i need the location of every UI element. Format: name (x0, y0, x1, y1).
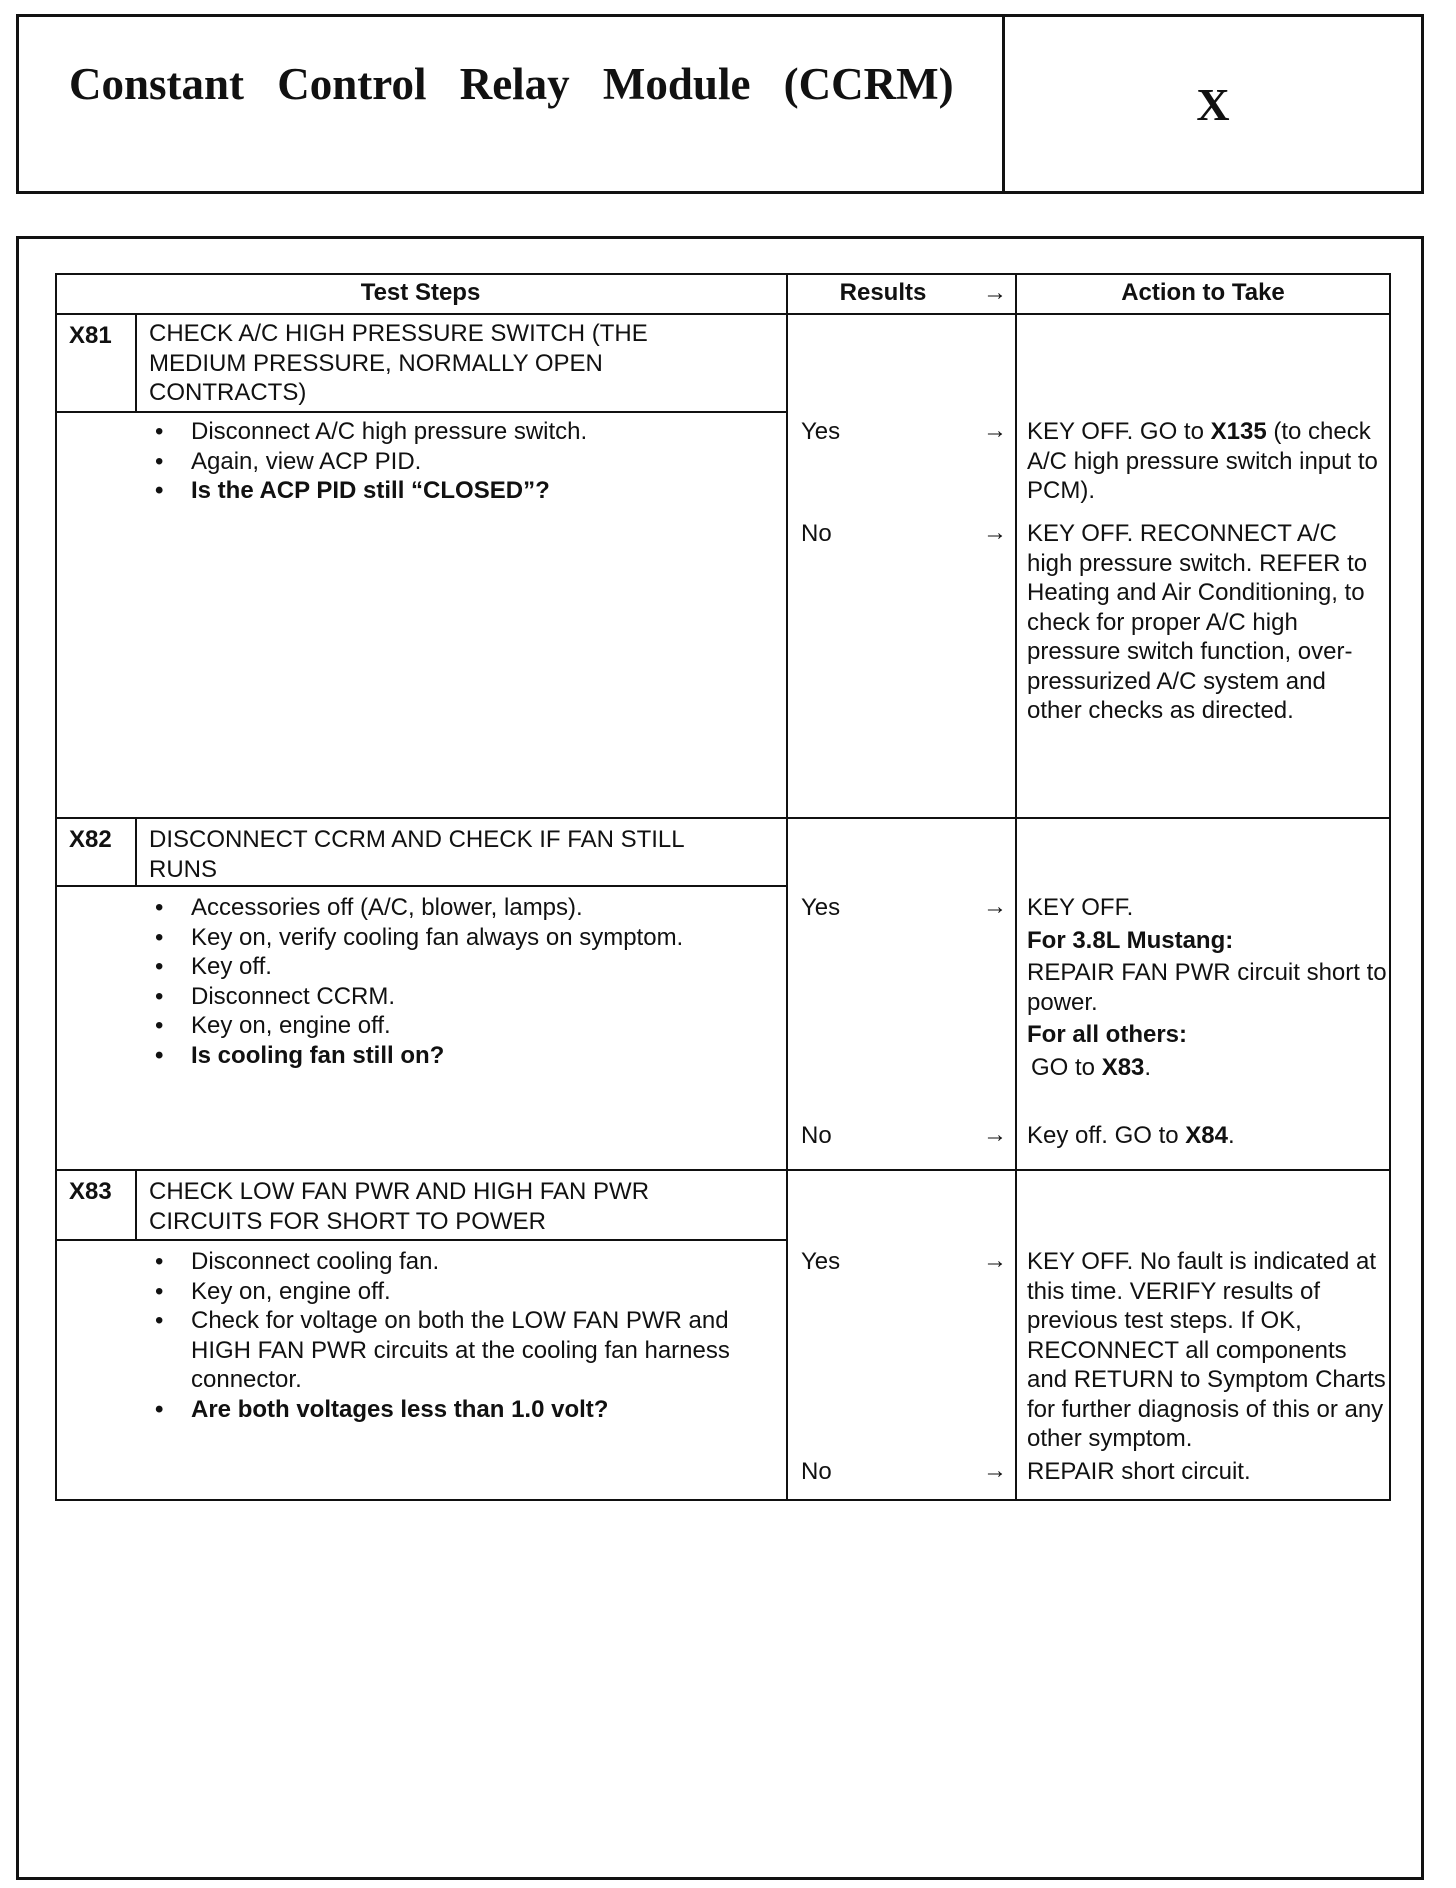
bullet-item: • Again, view ACP PID. (149, 447, 769, 477)
step-body-x81 (149, 417, 769, 506)
column-divider-results (786, 273, 788, 1501)
header-arrow-icon: → (983, 279, 1007, 306)
arrow-icon: → (983, 417, 1007, 444)
bullet-item: • Disconnect CCRM. (149, 982, 769, 1012)
content-box (16, 236, 1424, 1880)
action-text: KEY OFF. GO to X135 (to check A/C high pressure switch input to PCM). (1027, 418, 1378, 504)
table-border-bottom (55, 1499, 1391, 1501)
header-row-divider (55, 313, 1391, 315)
step-question: • Is the ACP PID still “CLOSED”? (149, 476, 769, 506)
arrow-icon: → (983, 519, 1007, 546)
x83-id-divider (135, 1169, 137, 1241)
header-action: Action to Take (1121, 279, 1285, 306)
bullet-item: • Disconnect cooling fan. (149, 1247, 749, 1277)
section-letter: X (1196, 78, 1230, 130)
x82-title-divider (55, 885, 788, 887)
step-title-x82: DISCONNECT CCRM AND CHECK IF FAN STILL RUNS (149, 826, 684, 883)
x82-id-divider (135, 817, 137, 887)
page-title: Constant Control Relay Module (CCRM) (69, 59, 954, 109)
action-text: KEY OFF. For 3.8L Mustang: REPAIR FAN PWR circuit short to power. For all others: GO to X83. (1027, 894, 1387, 1081)
arrow-icon: → (983, 1247, 1007, 1274)
bullet-item: • Key on, engine off. (149, 1011, 769, 1041)
result-no: No (801, 1122, 832, 1149)
step-title-x81: CHECK A/C HIGH PRESSURE SWITCH (THE MEDIUM PRESSURE, NORMALLY OPEN CONTRACTS) (149, 320, 648, 406)
result-yes: Yes (801, 894, 841, 921)
result-no: No (801, 520, 832, 547)
row-divider-x82 (55, 817, 1391, 819)
table-border-top (55, 273, 1391, 275)
bullet-item: • Disconnect A/C high pressure switch. (149, 417, 769, 447)
step-question: • Are both voltages less than 1.0 volt? (149, 1395, 749, 1425)
action-text: Key off. GO to X84. (1027, 1122, 1235, 1149)
x81-id-divider (135, 313, 137, 413)
bullet-item: • Key on, engine off. (149, 1277, 749, 1307)
bullet-item: • Key off. (149, 952, 769, 982)
arrow-icon: → (983, 893, 1007, 920)
result-no: No (801, 1458, 832, 1485)
bullet-item: • Accessories off (A/C, blower, lamps). (149, 893, 769, 923)
column-divider-action (1015, 273, 1017, 1501)
header-test-steps: Test Steps (360, 279, 481, 306)
table-border-left (55, 273, 57, 1501)
test-steps-table (55, 273, 1391, 1501)
action-text: REPAIR short circuit. (1027, 1458, 1251, 1485)
row-divider-x83 (55, 1169, 1391, 1171)
action-text: KEY OFF. RECONNECT A/C high pressure switch. REFER to Heating and Air Conditioning, to check for proper A/C high pressure switch function, over-pressurized A/C system and other checks as directed. (1027, 520, 1368, 724)
step-question: • Is cooling fan still on? (149, 1041, 769, 1071)
table-border-right (1389, 273, 1391, 1501)
arrow-icon: → (983, 1457, 1007, 1484)
result-yes: Yes (801, 1248, 841, 1275)
x83-title-divider (55, 1239, 788, 1241)
action-text: KEY OFF. No fault is indicated at this time. VERIFY results of previous test steps. If OK, RECONNECT all components and RETURN to Symptom Charts for further diagnosis of this or any other symptom. (1027, 1248, 1386, 1452)
step-id-x81: X81 (69, 322, 112, 349)
x81-title-divider (55, 411, 788, 413)
arrow-icon: → (983, 1121, 1007, 1148)
header-results: Results (839, 279, 927, 306)
step-title-x83: CHECK LOW FAN PWR AND HIGH FAN PWR CIRCUITS FOR SHORT TO POWER (149, 1178, 650, 1235)
step-body-x82 (149, 893, 769, 1070)
header-box (16, 14, 1424, 194)
bullet-item: • Check for voltage on both the LOW FAN PWR and HIGH FAN PWR circuits at the cooling fan harness connector. (149, 1306, 749, 1395)
result-yes: Yes (801, 418, 841, 445)
step-id-x83: X83 (69, 1178, 112, 1205)
step-id-x82: X82 (69, 826, 112, 853)
bullet-item: • Key on, verify cooling fan always on symptom. (149, 923, 769, 953)
step-body-x83 (149, 1247, 749, 1424)
